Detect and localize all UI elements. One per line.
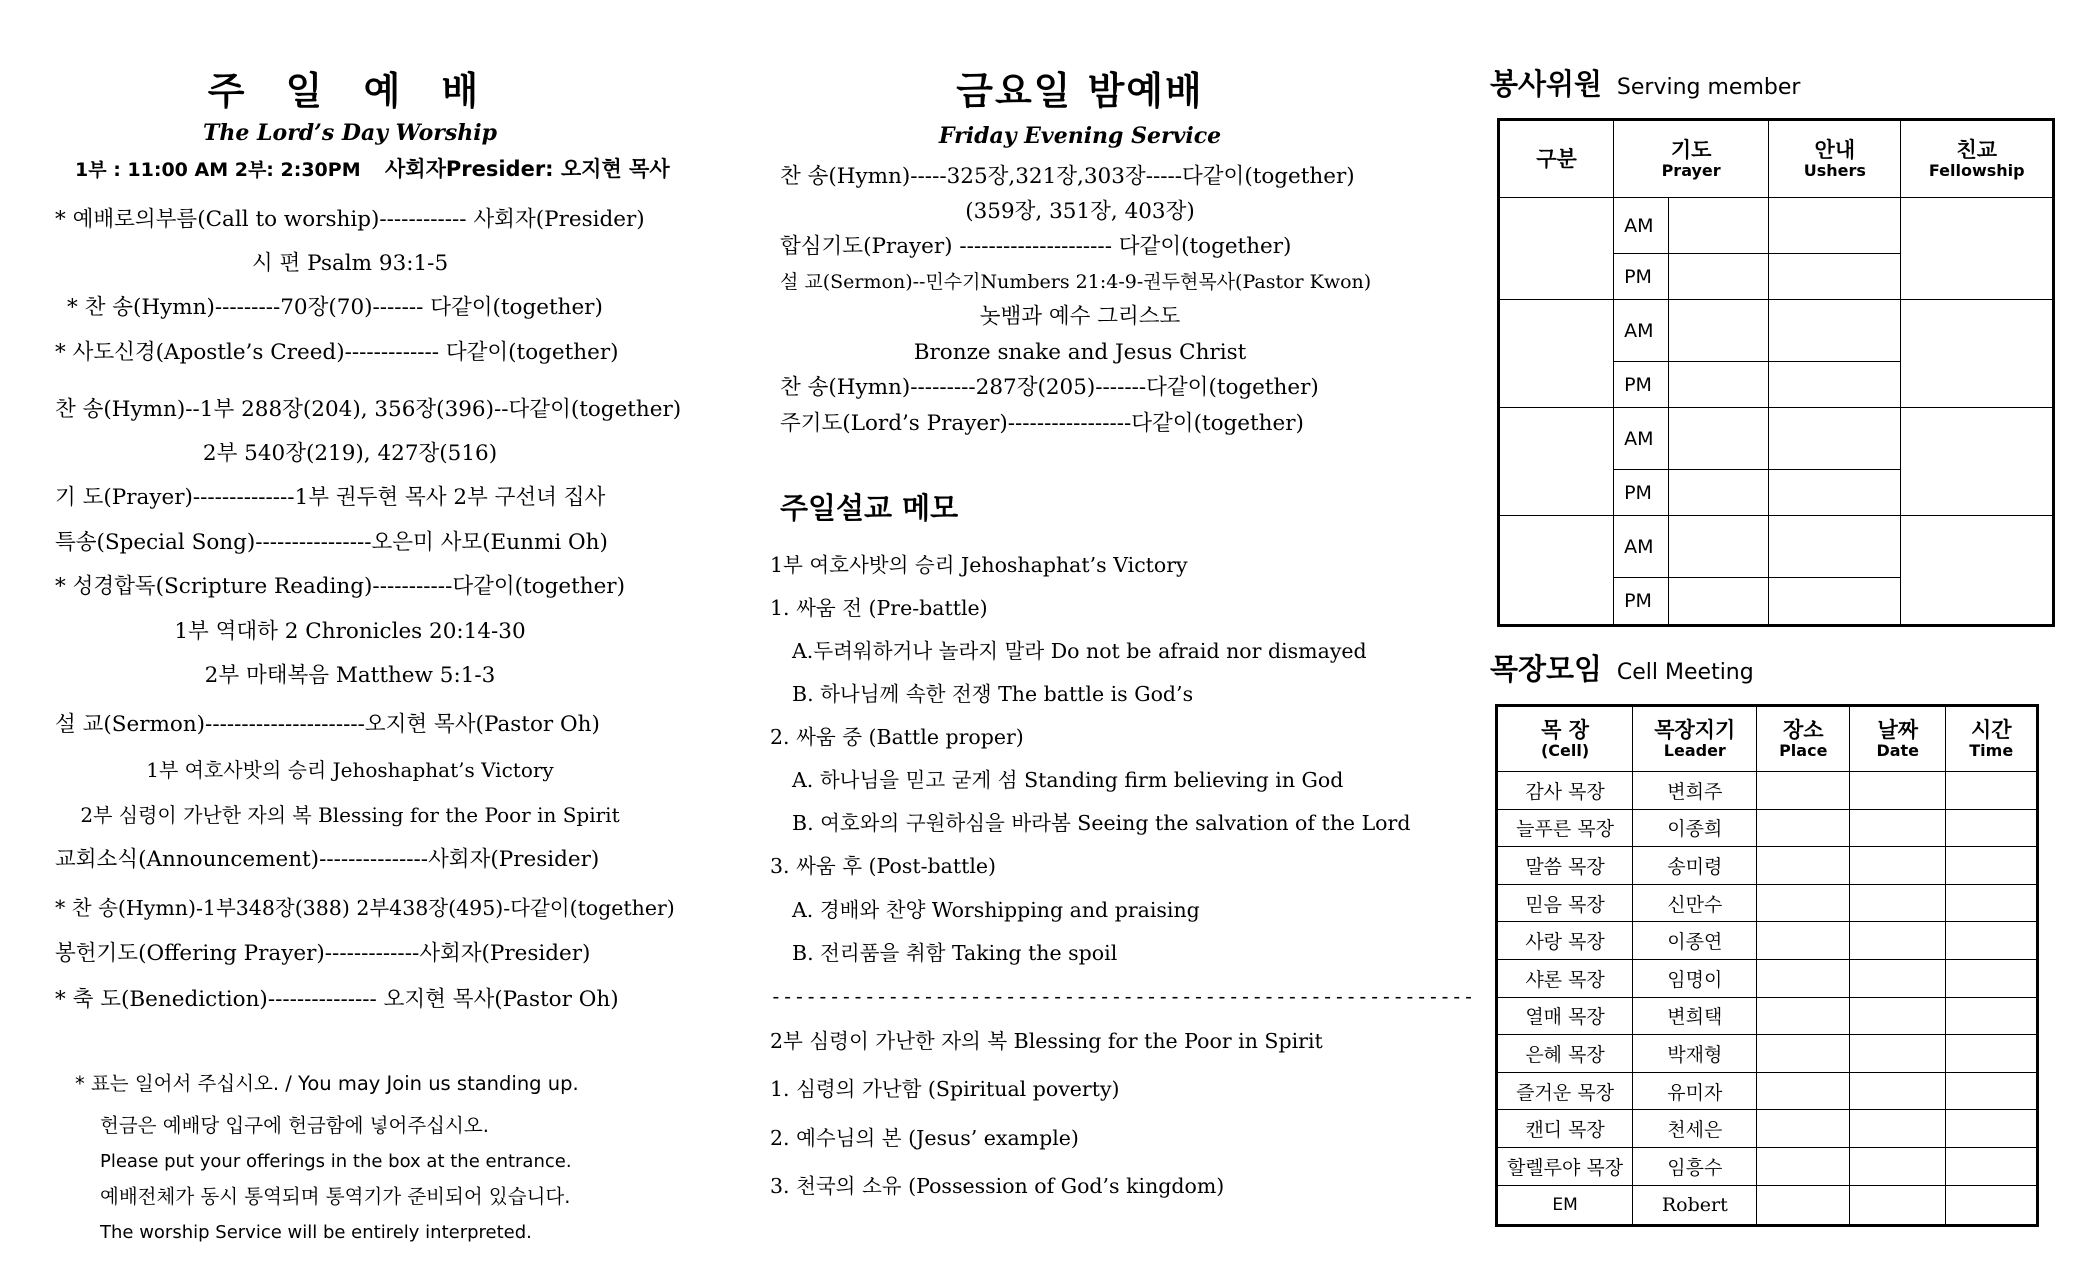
memo2-title: 2부 심령이 가난한 자의 복 Blessing for the Poor in Spirit (770, 1029, 1323, 1053)
pm-label: PM (1614, 578, 1669, 626)
pm-label: PM (1614, 254, 1669, 300)
date-cell[interactable] (1850, 1147, 1946, 1185)
friday-hymn-2: 찬 송(Hymn)---------287장(205)-------다같이(together) (780, 375, 1319, 400)
header-cell: 목 장 (Cell) (1497, 706, 1633, 772)
cell-name: 샤론 목장 (1497, 959, 1633, 997)
friday-sermon-title-ko: 놋뱀과 예수 그리스도 (979, 304, 1181, 329)
memo1-point-1b: B. 하나님께 속한 전쟁 The battle is God’s (792, 682, 1194, 706)
memo-divider: ------------------------------------------------------------ (770, 985, 1475, 1008)
header-time: 시간 Time (1946, 706, 2038, 772)
header-ushers: 안내 Ushers (1769, 120, 1901, 198)
order-sermon-title-1: 1부 여호사밧의 승리 Jehoshaphat’s Victory (146, 758, 554, 782)
order-hymn-1: * 찬 송(Hymn)---------70장(70)------- 다같이(together) (67, 295, 603, 320)
friday-sermon: 설 교(Sermon)--민수기Numbers 21:4-9-권두현목사(Pastor Kwon) (780, 271, 1372, 293)
cell-name: 늘푸른 목장 (1497, 809, 1633, 847)
place-cell[interactable] (1757, 772, 1850, 810)
friday-sermon-title-en: Bronze snake and Jesus Christ (913, 340, 1247, 365)
memo1-point-2b: B. 여호와의 구원하심을 바라봄 Seeing the salvation of the Lord (792, 811, 1411, 835)
place-cell[interactable] (1757, 1072, 1850, 1110)
cell-leader: 변희주 (1633, 772, 1757, 810)
fellowship-cell[interactable] (1901, 516, 2054, 626)
am-label: AM (1614, 198, 1669, 254)
cell-name: 말씀 목장 (1497, 847, 1633, 885)
header-prayer: 기도 Prayer (1614, 120, 1769, 198)
date-cell[interactable] (1850, 1110, 1946, 1148)
order-call-to-worship: * 예배로의부름(Call to worship)------------ 사회자(Presider) (55, 207, 645, 232)
order-apostles-creed: * 사도신경(Apostle’s Creed)------------- 다같이(together) (55, 340, 619, 365)
time-cell[interactable] (1946, 922, 2038, 960)
order-scripture-reading: * 성경합독(Scripture Reading)-----------다같이(together) (55, 574, 625, 599)
table-row (1497, 809, 2038, 847)
serving-cell-gubun[interactable] (1499, 516, 1614, 626)
friday-hymn-1-alt: (359장, 351장, 403장) (965, 199, 1195, 224)
date-cell[interactable] (1850, 884, 1946, 922)
date-cell[interactable] (1850, 922, 1946, 960)
table-row (1497, 772, 2038, 810)
cell-leader: 송미령 (1633, 847, 1757, 885)
cell-header-row (1497, 706, 2038, 772)
date-cell[interactable] (1850, 809, 1946, 847)
ushers-cell[interactable] (1769, 198, 1901, 254)
cell-leader: Robert (1633, 1185, 1757, 1225)
memo2-point-2: 2. 예수님의 본 (Jesus’ example) (770, 1126, 1079, 1150)
ushers-cell[interactable] (1769, 362, 1901, 408)
prayer-cell[interactable] (1668, 516, 1768, 578)
table-row (1497, 959, 2038, 997)
table-row (1497, 1035, 2038, 1073)
cell-leader: 임흥수 (1633, 1147, 1757, 1185)
time-cell[interactable] (1946, 847, 2038, 885)
serving-cell-gubun[interactable] (1499, 300, 1614, 408)
friday-service-column (730, 0, 1475, 1275)
place-cell[interactable] (1757, 1110, 1850, 1148)
schedule-column (1490, 0, 2090, 1275)
cell-title-ko: 목장모임 (1490, 652, 1603, 686)
time-cell[interactable] (1946, 772, 2038, 810)
header-place: 장소 Place (1757, 706, 1850, 772)
friday-service-title: 금요일 밤예배 (956, 69, 1204, 113)
memo1-point-2: 2. 싸움 중 (Battle proper) (770, 725, 1024, 749)
place-cell[interactable] (1757, 809, 1850, 847)
note-interpretation-en: The worship Service will be entirely interpreted. (100, 1222, 532, 1243)
place-cell[interactable] (1757, 884, 1850, 922)
serving-cell-gubun[interactable] (1499, 198, 1614, 300)
fellowship-cell[interactable] (1901, 408, 2054, 516)
serving-row (1499, 198, 2054, 254)
cell-meeting-heading (1490, 652, 1754, 686)
place-cell[interactable] (1757, 1185, 1850, 1225)
place-cell[interactable] (1757, 1035, 1850, 1073)
note-offering-ko: 헌금은 예배당 입구에 헌금함에 넣어주십시오. (100, 1114, 489, 1137)
cell-name: EM (1497, 1185, 1633, 1225)
note-standing: * 표는 일어서 주십시오. / You may Join us standing up. (75, 1072, 579, 1095)
order-hymn-2: 찬 송(Hymn)--1부 288장(204), 356장(396)--다같이(together) (55, 397, 682, 422)
cell-leader: 신만수 (1633, 884, 1757, 922)
order-offering-prayer: 봉헌기도(Offering Prayer)-------------사회자(Presider) (55, 941, 591, 966)
prayer-cell[interactable] (1668, 198, 1768, 254)
table-row (1497, 884, 2038, 922)
header-leader: 목장지기 Leader (1633, 706, 1757, 772)
prayer-cell[interactable] (1668, 578, 1768, 626)
cell-leader: 천세은 (1633, 1110, 1757, 1148)
date-cell[interactable] (1850, 1072, 1946, 1110)
serving-title-en: Serving member (1616, 75, 1801, 100)
order-hymn-3: * 찬 송(Hymn)-1부348장(388) 2부438장(495)-다같이(together) (55, 896, 675, 920)
ushers-cell[interactable] (1769, 470, 1901, 516)
pm-label: PM (1614, 470, 1669, 516)
cell-leader: 임명이 (1633, 959, 1757, 997)
cell-leader: 이종희 (1633, 809, 1757, 847)
cell-name: 할렐루야 목장 (1497, 1147, 1633, 1185)
order-special-song: 특송(Special Song)----------------오은미 사모(Eunmi Oh) (55, 530, 608, 555)
header-gubun: 구분 (1499, 120, 1614, 198)
cell-title-en: Cell Meeting (1616, 660, 1754, 685)
prayer-cell[interactable] (1668, 362, 1768, 408)
time-cell[interactable] (1946, 1185, 2038, 1225)
memo1-point-3a: A. 경배와 찬양 Worshipping and praising (792, 898, 1200, 922)
memo1-point-3: 3. 싸움 후 (Post-battle) (770, 854, 997, 878)
cell-leader: 이종연 (1633, 922, 1757, 960)
memo2-point-3: 3. 천국의 소유 (Possession of God’s kingdom) (770, 1174, 1225, 1198)
note-offering-en: Please put your offerings in the box at the entrance. (100, 1151, 572, 1172)
friday-prayer: 합심기도(Prayer) --------------------- 다같이(together) (780, 234, 1292, 259)
place-cell[interactable] (1757, 1147, 1850, 1185)
time-cell[interactable] (1946, 1035, 2038, 1073)
order-hymn-2-second: 2부 540장(219), 427장(516) (202, 441, 498, 466)
time-cell[interactable] (1946, 959, 2038, 997)
date-cell[interactable] (1850, 959, 1946, 997)
cell-name: 은혜 목장 (1497, 1035, 1633, 1073)
sunday-worship-title: 주 일 예 배 (207, 69, 493, 113)
am-label: AM (1614, 300, 1669, 362)
friday-lords-prayer: 주기도(Lord’s Prayer)-----------------다같이(together) (780, 411, 1304, 436)
order-announcement: 교회소식(Announcement)---------------사회자(Presider) (55, 847, 600, 872)
serving-row (1499, 516, 2054, 578)
time-cell[interactable] (1946, 997, 2038, 1035)
ushers-cell[interactable] (1769, 408, 1901, 470)
serving-cell-gubun[interactable] (1499, 408, 1614, 516)
note-interpretation-ko: 예배전체가 동시 통역되며 통역기가 준비되어 있습니다. (100, 1185, 571, 1208)
fellowship-cell[interactable] (1901, 300, 2054, 408)
memo1-point-3b: B. 전리품을 취함 Taking the spoil (792, 941, 1118, 965)
serving-row (1499, 300, 2054, 362)
date-cell[interactable] (1850, 772, 1946, 810)
time-cell[interactable] (1946, 884, 2038, 922)
friday-hymn-1: 찬 송(Hymn)-----325장,321장,303장-----다같이(together) (780, 164, 1355, 189)
presider-label: 사회자Presider: 오지현 목사 (385, 157, 670, 181)
serving-header-row (1499, 120, 2054, 198)
sunday-worship-subtitle: The Lord’s Day Worship (203, 120, 497, 146)
table-row (1497, 1185, 2038, 1225)
order-psalm: 시 편 Psalm 93:1-5 (251, 251, 449, 276)
cell-name: 사랑 목장 (1497, 922, 1633, 960)
order-benediction: * 축 도(Benediction)--------------- 오지현 목사(Pastor Oh) (55, 987, 619, 1012)
memo1-point-2a: A. 하나님을 믿고 굳게 섬 Standing firm believing in God (792, 768, 1344, 792)
sunday-worship-column (0, 0, 700, 1275)
serving-title-ko: 봉사위원 (1490, 67, 1603, 101)
friday-service-subtitle: Friday Evening Service (938, 123, 1222, 149)
order-prayer: 기 도(Prayer)--------------1부 권두현 목사 2부 구선녀 집사 (55, 485, 606, 510)
serving-row (1499, 408, 2054, 470)
prayer-cell[interactable] (1668, 470, 1768, 516)
cell-name: 믿음 목장 (1497, 884, 1633, 922)
place-cell[interactable] (1757, 997, 1850, 1035)
table-row (1497, 997, 2038, 1035)
prayer-cell[interactable] (1668, 254, 1768, 300)
table-row (1497, 1072, 2038, 1110)
ushers-cell[interactable] (1769, 254, 1901, 300)
ushers-cell[interactable] (1769, 516, 1901, 578)
sermon-memo-title: 주일설교 메모 (780, 491, 959, 525)
order-sermon-title-2: 2부 심령이 가난한 자의 복 Blessing for the Poor in Spirit (80, 803, 620, 827)
serving-member-table (1497, 118, 2055, 627)
date-cell[interactable] (1850, 1185, 1946, 1225)
cell-leader: 변희택 (1633, 997, 1757, 1035)
cell-name: 감사 목장 (1497, 772, 1633, 810)
cell-name: 즐거운 목장 (1497, 1072, 1633, 1110)
time-cell[interactable] (1946, 809, 2038, 847)
cell-leader: 박재형 (1633, 1035, 1757, 1073)
time-cell[interactable] (1946, 1072, 2038, 1110)
memo1-title: 1부 여호사밧의 승리 Jehoshaphat’s Victory (770, 553, 1188, 577)
serving-member-heading (1490, 67, 1801, 101)
cell-leader: 유미자 (1633, 1072, 1757, 1110)
ushers-cell[interactable] (1769, 300, 1901, 362)
table-row (1497, 1110, 2038, 1148)
table-row (1497, 1147, 2038, 1185)
order-sermon: 설 교(Sermon)----------------------오지현 목사(Pastor Oh) (55, 712, 600, 737)
table-row (1497, 922, 2038, 960)
service-times: 1부 : 11:00 AM 2부: 2:30PM (75, 159, 361, 181)
prayer-cell[interactable] (1668, 408, 1768, 470)
am-label: AM (1614, 408, 1669, 470)
ushers-cell[interactable] (1769, 578, 1901, 626)
fellowship-cell[interactable] (1901, 198, 2054, 300)
time-cell[interactable] (1946, 1110, 2038, 1148)
memo1-point-1a: A.두려워하거나 놀라지 말라 Do not be afraid nor dismayed (792, 639, 1367, 663)
cell-meeting-table (1495, 704, 2039, 1227)
date-cell[interactable] (1850, 847, 1946, 885)
place-cell[interactable] (1757, 922, 1850, 960)
memo1-point-1: 1. 싸움 전 (Pre-battle) (770, 596, 988, 620)
header-date: 날짜 Date (1850, 706, 1946, 772)
am-label: AM (1614, 516, 1669, 578)
header-fellowship: 친교 Fellowship (1901, 120, 2054, 198)
date-cell[interactable] (1850, 1035, 1946, 1073)
date-cell[interactable] (1850, 997, 1946, 1035)
memo2-point-1: 1. 심령의 가난함 (Spiritual poverty) (770, 1077, 1120, 1101)
order-scripture-1: 1부 역대하 2 Chronicles 20:14-30 (174, 619, 526, 644)
cell-name: 캔디 목장 (1497, 1110, 1633, 1148)
time-cell[interactable] (1946, 1147, 2038, 1185)
prayer-cell[interactable] (1668, 300, 1768, 362)
cell-name: 열매 목장 (1497, 997, 1633, 1035)
pm-label: PM (1614, 362, 1669, 408)
order-scripture-2: 2부 마태복음 Matthew 5:1-3 (204, 663, 496, 688)
place-cell[interactable] (1757, 847, 1850, 885)
table-row (1497, 847, 2038, 885)
place-cell[interactable] (1757, 959, 1850, 997)
